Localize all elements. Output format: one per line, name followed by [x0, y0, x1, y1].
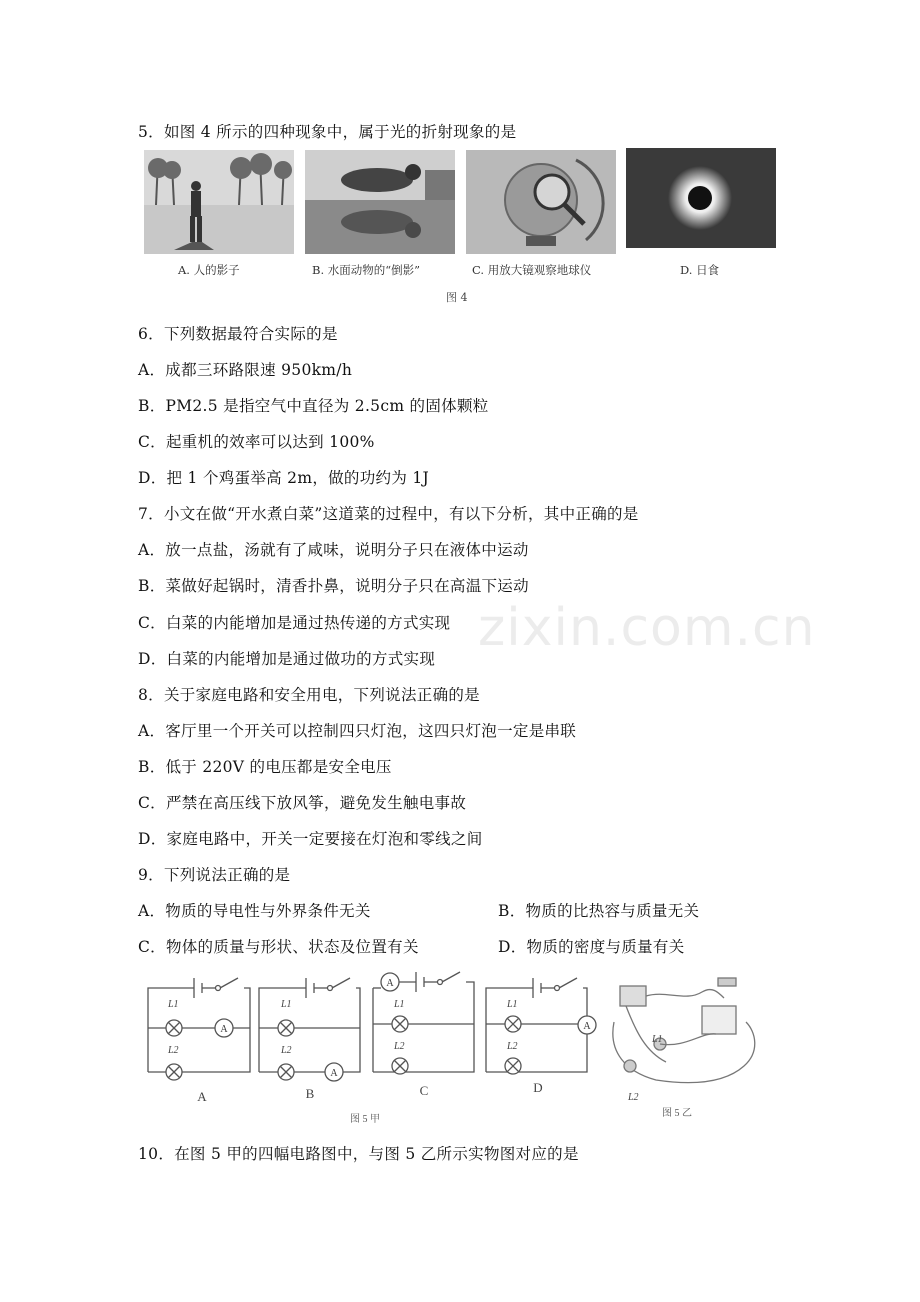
figure-5-circuits	[138, 962, 788, 1124]
circuit-d-diagram	[486, 978, 596, 1074]
question-10-stem: 10．在图 5 甲的四幅电路图中，与图 5 乙所示实物图对应的是	[138, 1145, 579, 1163]
question-9-stem: 9．下列说法正确的是	[138, 866, 291, 884]
circuit-letter-a: A	[197, 1089, 207, 1104]
question-6-stem: 6．下列数据最符合实际的是	[138, 325, 338, 343]
circuit-letter-b: B	[305, 1086, 315, 1101]
question-7-option-b: B．菜做好起锅时，清香扑鼻，说明分子只在高温下运动	[138, 577, 529, 595]
question-7-option-d: D．白菜的内能增加是通过做功的方式实现	[138, 650, 436, 668]
circuit-a-l1-label: L1	[168, 999, 179, 1010]
circuit-b-diagram	[259, 978, 360, 1081]
figure-4-label: 图 4	[446, 291, 468, 304]
question-9-option-d: D．物质的密度与质量有关	[498, 938, 685, 956]
circuit-d-l2-label: L2	[507, 1041, 518, 1052]
circuit-a-ammeter-label: A	[220, 1024, 228, 1035]
question-6-option-a: A．成都三环路限速 950km/h	[138, 361, 353, 379]
photo-solar-eclipse	[626, 148, 776, 248]
question-5-stem: 5．如图 4 所示的四种现象中，属于光的折射现象的是	[138, 123, 517, 141]
circuit-c-ammeter-label: A	[386, 978, 394, 989]
question-8-option-a: A．客厅里一个开关可以控制四只灯泡，这四只灯泡一定是串联	[138, 722, 577, 740]
question-6-option-d: D．把 1 个鸡蛋举高 2m，做的功约为 1J	[138, 469, 430, 487]
photo-animal-reflection	[305, 150, 455, 254]
photo-l2-label: L2	[628, 1092, 639, 1103]
circuit-b-l2-label: L2	[281, 1045, 292, 1056]
photo-l1-label: L1	[652, 1034, 663, 1045]
circuit-c-l2-label: L2	[394, 1041, 405, 1052]
circuit-letter-d: D	[533, 1080, 543, 1095]
question-9-option-b: B．物质的比热容与质量无关	[498, 902, 700, 920]
physical-circuit-photo	[613, 978, 755, 1083]
figure-5-jia-label: 图 5 甲	[350, 1114, 380, 1124]
caption-a: A. 人的影子	[178, 263, 240, 277]
circuit-c-l1-label: L1	[394, 999, 405, 1010]
circuit-b-l1-label: L1	[281, 999, 292, 1010]
question-6-option-b: B．PM2.5 是指空气中直径为 2.5cm 的固体颗粒	[138, 397, 489, 415]
photo-magnifier-globe	[466, 150, 616, 254]
figure-5-yi-label: 图 5 乙	[662, 1108, 692, 1119]
question-6-option-c: C．起重机的效率可以达到 100%	[138, 433, 375, 451]
question-8-option-c: C．严禁在高压线下放风筝，避免发生触电事故	[138, 794, 467, 812]
circuit-letter-c: C	[419, 1083, 429, 1098]
question-7-stem: 7．小文在做“开水煮白菜”这道菜的过程中，有以下分析，其中正确的是	[138, 505, 639, 523]
circuit-d-l1-label: L1	[507, 999, 518, 1010]
question-8-stem: 8．关于家庭电路和安全用电，下列说法正确的是	[138, 686, 480, 704]
question-7-option-a: A．放一点盐，汤就有了咸味，说明分子只在液体中运动	[138, 541, 529, 559]
question-9-option-c: C．物体的质量与形状、状态及位置有关	[138, 938, 419, 956]
caption-c: C. 用放大镜观察地球仪	[472, 263, 592, 277]
question-7-option-c: C．白菜的内能增加是通过热传递的方式实现	[138, 614, 451, 632]
circuit-b-ammeter-label: A	[330, 1068, 338, 1079]
watermark: zixin.com.cn	[478, 598, 816, 658]
caption-d: D. 日食	[680, 263, 720, 277]
circuit-a-diagram	[148, 978, 250, 1080]
question-8-option-b: B．低于 220V 的电压都是安全电压	[138, 758, 392, 776]
photo-person-shadow	[144, 150, 294, 254]
caption-b: B. 水面动物的“倒影”	[312, 263, 421, 277]
circuit-d-ammeter-label: A	[583, 1021, 591, 1032]
circuit-a-l2-label: L2	[168, 1045, 179, 1056]
question-9-option-a: A．物质的导电性与外界条件无关	[138, 902, 371, 920]
question-8-option-d: D．家庭电路中，开关一定要接在灯泡和零线之间	[138, 830, 483, 848]
